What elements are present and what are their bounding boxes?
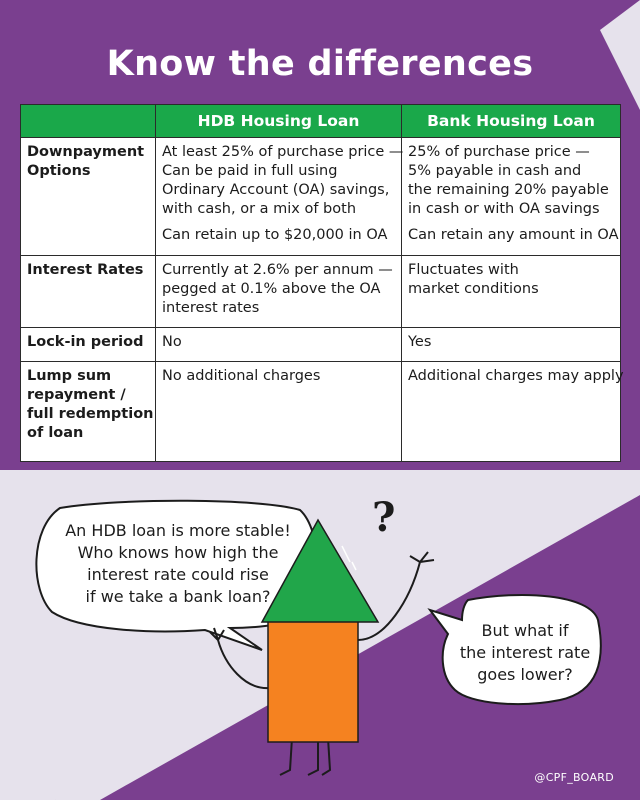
row-label-line: full redemption xyxy=(27,406,154,422)
cell-line: pegged at 0.1% above the OA xyxy=(162,281,381,297)
bubble-line: if we take a bank loan? xyxy=(85,587,271,606)
cell-line: interest rates xyxy=(162,300,260,316)
bubble-line: the interest rate xyxy=(459,643,591,662)
cell-note: Can retain any amount in OA xyxy=(408,227,619,243)
cell-line: Yes xyxy=(408,334,432,350)
bubble-line: goes lower? xyxy=(477,665,573,684)
cell-line: No xyxy=(162,334,182,350)
cell-line: At least 25% of purchase price — xyxy=(162,144,404,160)
header-hdb-loan: HDB Housing Loan xyxy=(156,105,402,138)
bubble-line: But what if xyxy=(481,621,569,640)
bubble-line: Who knows how high the xyxy=(77,543,279,562)
row-label-line: Downpayment xyxy=(27,144,145,160)
left-bubble-text xyxy=(44,520,312,608)
social-handle: @CPF_BOARD xyxy=(534,771,614,784)
house-legs xyxy=(280,738,330,775)
row-label-line: Interest Rates xyxy=(27,262,144,278)
row-label-line: Lump sum xyxy=(27,368,112,384)
header-bank-loan: Bank Housing Loan xyxy=(402,105,621,138)
row-label-line: Options xyxy=(27,163,91,179)
right-bubble-text xyxy=(450,620,600,686)
bubble-line: interest rate could rise xyxy=(87,565,269,584)
row-label-line: repayment / xyxy=(27,387,126,403)
cell-line: with cash, or a mix of both xyxy=(162,201,357,217)
bubble-line: An HDB loan is more stable! xyxy=(65,521,291,540)
page-title: Know the differences xyxy=(106,44,534,84)
house-body xyxy=(268,618,358,742)
row-label-line: of loan xyxy=(27,425,84,441)
cell-line: Can be paid in full using xyxy=(162,163,338,179)
cell-line: market conditions xyxy=(408,281,539,297)
cell-line: 5% payable in cash and xyxy=(408,163,582,179)
row-label-line: Lock-in period xyxy=(27,334,144,350)
cell-line: Additional charges may apply xyxy=(408,368,624,384)
cell-line: No additional charges xyxy=(162,368,321,384)
cell-line: the remaining 20% payable xyxy=(408,182,609,198)
cell-line: 25% of purchase price — xyxy=(408,144,590,160)
cell-line: in cash or with OA savings xyxy=(408,201,600,217)
cell-note: Can retain up to $20,000 in OA xyxy=(162,227,388,243)
question-mark: ? xyxy=(372,494,396,541)
cell-line: Currently at 2.6% per annum — xyxy=(162,262,393,278)
house-right-arm xyxy=(358,552,434,640)
cell-line: Fluctuates with xyxy=(408,262,519,278)
cell-line: Ordinary Account (OA) savings, xyxy=(162,182,390,198)
